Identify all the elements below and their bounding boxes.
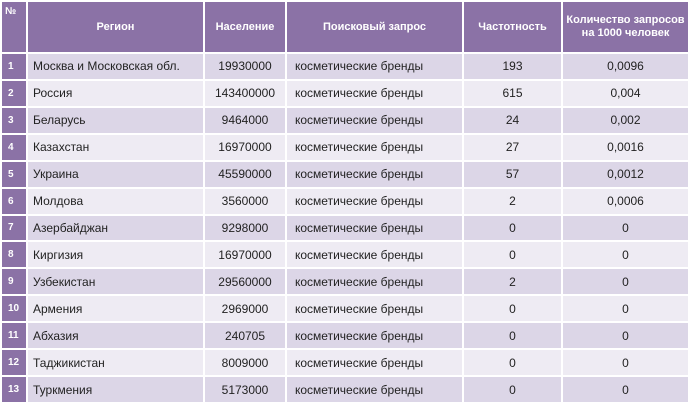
table-row: [2, 216, 688, 241]
row-region: Россия: [28, 81, 203, 106]
row-frequency: 615: [464, 81, 561, 106]
row-population: 16970000: [205, 242, 285, 267]
header-region: Регион: [28, 2, 203, 52]
row-frequency: 0: [464, 216, 561, 241]
table-row: [2, 162, 688, 187]
row-population: 143400000: [205, 81, 285, 106]
row-frequency: 27: [464, 135, 561, 160]
row-frequency: 57: [464, 162, 561, 187]
header-rate: Количество запросов на 1000 человек: [563, 2, 688, 52]
row-population: 45590000: [205, 162, 285, 187]
row-rate: 0: [563, 377, 688, 402]
row-rate: 0,004: [563, 81, 688, 106]
row-num: 13: [2, 377, 26, 402]
row-rate: 0,0012: [563, 162, 688, 187]
row-rate: 0,0016: [563, 135, 688, 160]
header-population: Население: [205, 2, 285, 52]
row-population: 9464000: [205, 108, 285, 133]
row-num: 2: [2, 81, 26, 106]
row-region: Абхазия: [28, 323, 203, 348]
row-population: 19930000: [205, 54, 285, 79]
row-rate: 0,0096: [563, 54, 688, 79]
row-population: 5173000: [205, 377, 285, 402]
row-frequency: 2: [464, 189, 561, 214]
row-population: 29560000: [205, 269, 285, 294]
row-region: Украина: [28, 162, 203, 187]
row-query: косметические бренды: [287, 350, 462, 375]
table-row: [2, 323, 688, 348]
row-query: косметические бренды: [287, 269, 462, 294]
row-frequency: 0: [464, 242, 561, 267]
row-query: косметические бренды: [287, 189, 462, 214]
row-population: 3560000: [205, 189, 285, 214]
row-num: 12: [2, 350, 26, 375]
header-num: №: [2, 2, 26, 52]
row-region: Казахстан: [28, 135, 203, 160]
row-frequency: 0: [464, 377, 561, 402]
row-population: 9298000: [205, 216, 285, 241]
table-row: [2, 377, 688, 402]
row-frequency: 0: [464, 296, 561, 321]
table-row: [2, 189, 688, 214]
row-rate: 0,002: [563, 108, 688, 133]
row-rate: 0: [563, 216, 688, 241]
table-row: [2, 296, 688, 321]
table-row: [2, 54, 688, 79]
row-region: Армения: [28, 296, 203, 321]
row-query: косметические бренды: [287, 296, 462, 321]
row-rate: 0: [563, 350, 688, 375]
row-num: 9: [2, 269, 26, 294]
row-query: косметические бренды: [287, 54, 462, 79]
row-query: косметические бренды: [287, 81, 462, 106]
row-num: 7: [2, 216, 26, 241]
row-query: косметические бренды: [287, 216, 462, 241]
row-query: косметические бренды: [287, 135, 462, 160]
row-rate: 0,0006: [563, 189, 688, 214]
row-rate: 0: [563, 296, 688, 321]
row-region: Узбекистан: [28, 269, 203, 294]
row-num: 3: [2, 108, 26, 133]
row-num: 8: [2, 242, 26, 267]
row-region: Таджикистан: [28, 350, 203, 375]
row-num: 6: [2, 189, 26, 214]
row-frequency: 0: [464, 323, 561, 348]
row-num: 1: [2, 54, 26, 79]
row-num: 10: [2, 296, 26, 321]
table-row: [2, 269, 688, 294]
row-query: косметические бренды: [287, 377, 462, 402]
row-frequency: 193: [464, 54, 561, 79]
row-rate: 0: [563, 269, 688, 294]
header-row: [2, 2, 688, 52]
table-row: [2, 350, 688, 375]
table-row: [2, 242, 688, 267]
row-frequency: 24: [464, 108, 561, 133]
row-rate: 0: [563, 323, 688, 348]
row-population: 16970000: [205, 135, 285, 160]
row-query: косметические бренды: [287, 323, 462, 348]
row-num: 4: [2, 135, 26, 160]
row-frequency: 2: [464, 269, 561, 294]
row-region: Туркмения: [28, 377, 203, 402]
row-num: 11: [2, 323, 26, 348]
row-population: 2969000: [205, 296, 285, 321]
row-region: Москва и Московская обл.: [28, 54, 203, 79]
row-region: Азербайджан: [28, 216, 203, 241]
row-population: 240705: [205, 323, 285, 348]
row-query: косметические бренды: [287, 162, 462, 187]
row-population: 8009000: [205, 350, 285, 375]
table-row: [2, 135, 688, 160]
header-query: Поисковый запрос: [287, 2, 462, 52]
row-rate: 0: [563, 242, 688, 267]
row-num: 5: [2, 162, 26, 187]
table-row: [2, 108, 688, 133]
row-region: Молдова: [28, 189, 203, 214]
row-region: Беларусь: [28, 108, 203, 133]
table-row: [2, 81, 688, 106]
table-body: [2, 54, 688, 402]
row-frequency: 0: [464, 350, 561, 375]
row-region: Киргизия: [28, 242, 203, 267]
row-query: косметические бренды: [287, 242, 462, 267]
row-query: косметические бренды: [287, 108, 462, 133]
header-frequency: Частотность: [464, 2, 561, 52]
